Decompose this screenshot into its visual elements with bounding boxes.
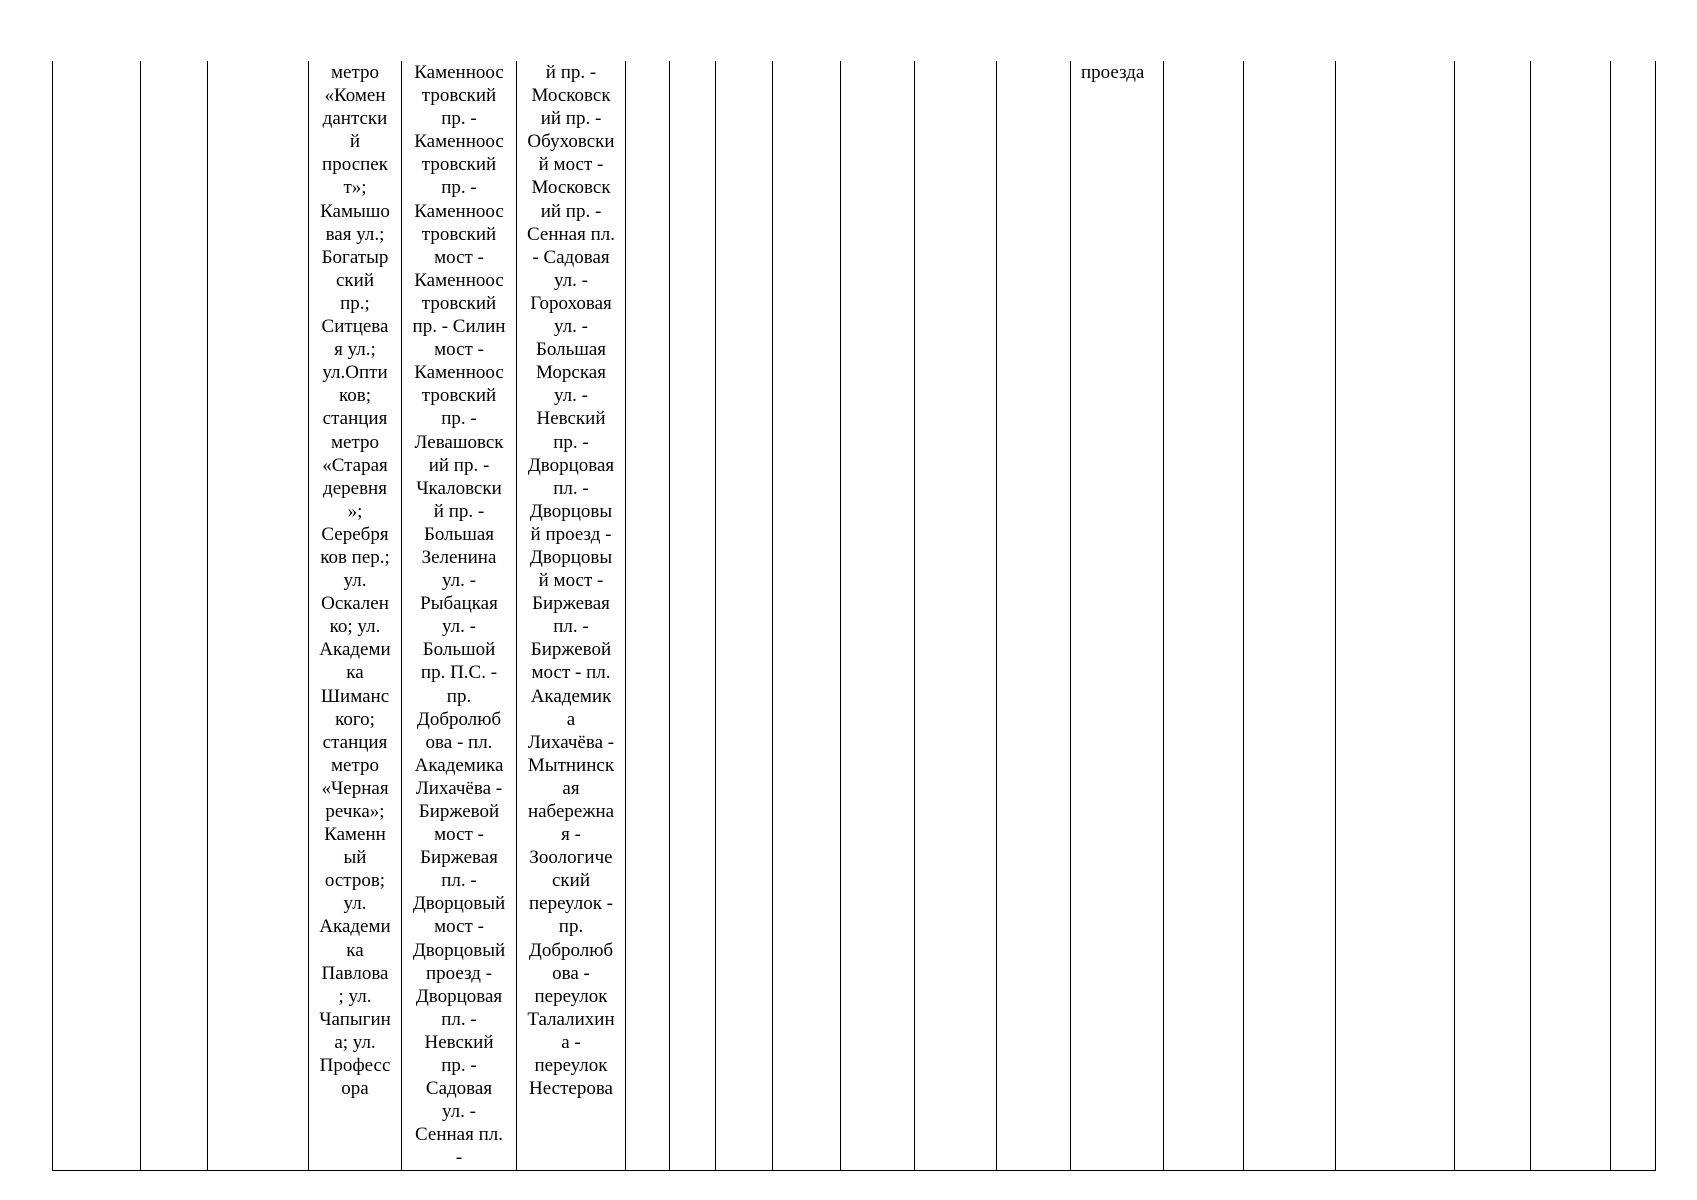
table-cell-12 [915,61,997,1170]
table-cell-8 [670,61,716,1170]
table-cell-2 [141,61,208,1170]
table-cell-9 [716,61,773,1170]
table-cell-route-forward [402,61,517,1170]
table-cell-15 [1164,61,1244,1170]
table-cell-17 [1336,61,1455,1170]
route-table [52,61,1656,1171]
table-cell-route-backward [517,61,626,1170]
table-cell-7 [626,61,670,1170]
route-forward-text: Каменноос тровский пр. - Каменноос тровский пр. - Каменноос тровский мост - Каменноос тровский пр. - Силин мост - Каменноос тровский пр. - Левашовск ий пр. - Чкаловски й пр. - Большая Зеленина ул. - Рыбацкая ул. - Большой пр. П.С. - пр. Добролюб ова - пл. Академика Лихачёва - Биржевой мост - Биржевая пл. - Дворцовый мост - Дворцовый проезд - Дворцовая пл. - Невский пр. - Садовая ул. - Сенная пл. - [412,62,506,1169]
table-cell-20 [1611,61,1656,1170]
table-cell-10 [773,61,841,1170]
table-cell-16 [1244,61,1336,1170]
fare-note-text: проезда [1081,62,1145,83]
table-cell-1 [53,61,141,1170]
table-cell-19 [1531,61,1611,1170]
table-cell-18 [1455,61,1531,1170]
table-cell-3 [208,61,309,1170]
table-cell-stops [309,61,402,1170]
stops-text: метро «Комен дантски й проспек т»; Камышо вая ул.; Богатыр ский пр.; Ситцева я ул.; ул.Опти ков; станция метро «Старая деревня »; Серебря ков пер.; ул. Оскален ко; ул. Академи ка Шиманс кого; станция метро «Черная речка»; Каменн ый остров; ул. Академи ка Павлова ; ул. Чапыгин а; ул. Професс ора [319,62,391,1100]
table-cell-fare-note [1071,61,1164,1170]
table-cell-11 [841,61,915,1170]
table-row [53,61,1656,1170]
table-cell-13 [997,61,1071,1170]
route-backward-text: й пр. - Московск ий пр. - Обуховски й мост - Московск ий пр. - Сенная пл. - Садовая ул. - Гороховая ул. - Большая Морская ул. - Невский пр. - Дворцовая пл. - Дворцовы й проезд - Дворцовы й мост - Биржевая пл. - Биржевой мост - пл. Академик а Лихачёва - Мытнинск ая набережна я - Зоологиче ский переулок - пр. Добролюб ова - переулок Талалихин а - переулок Нестерова [527,62,615,1100]
